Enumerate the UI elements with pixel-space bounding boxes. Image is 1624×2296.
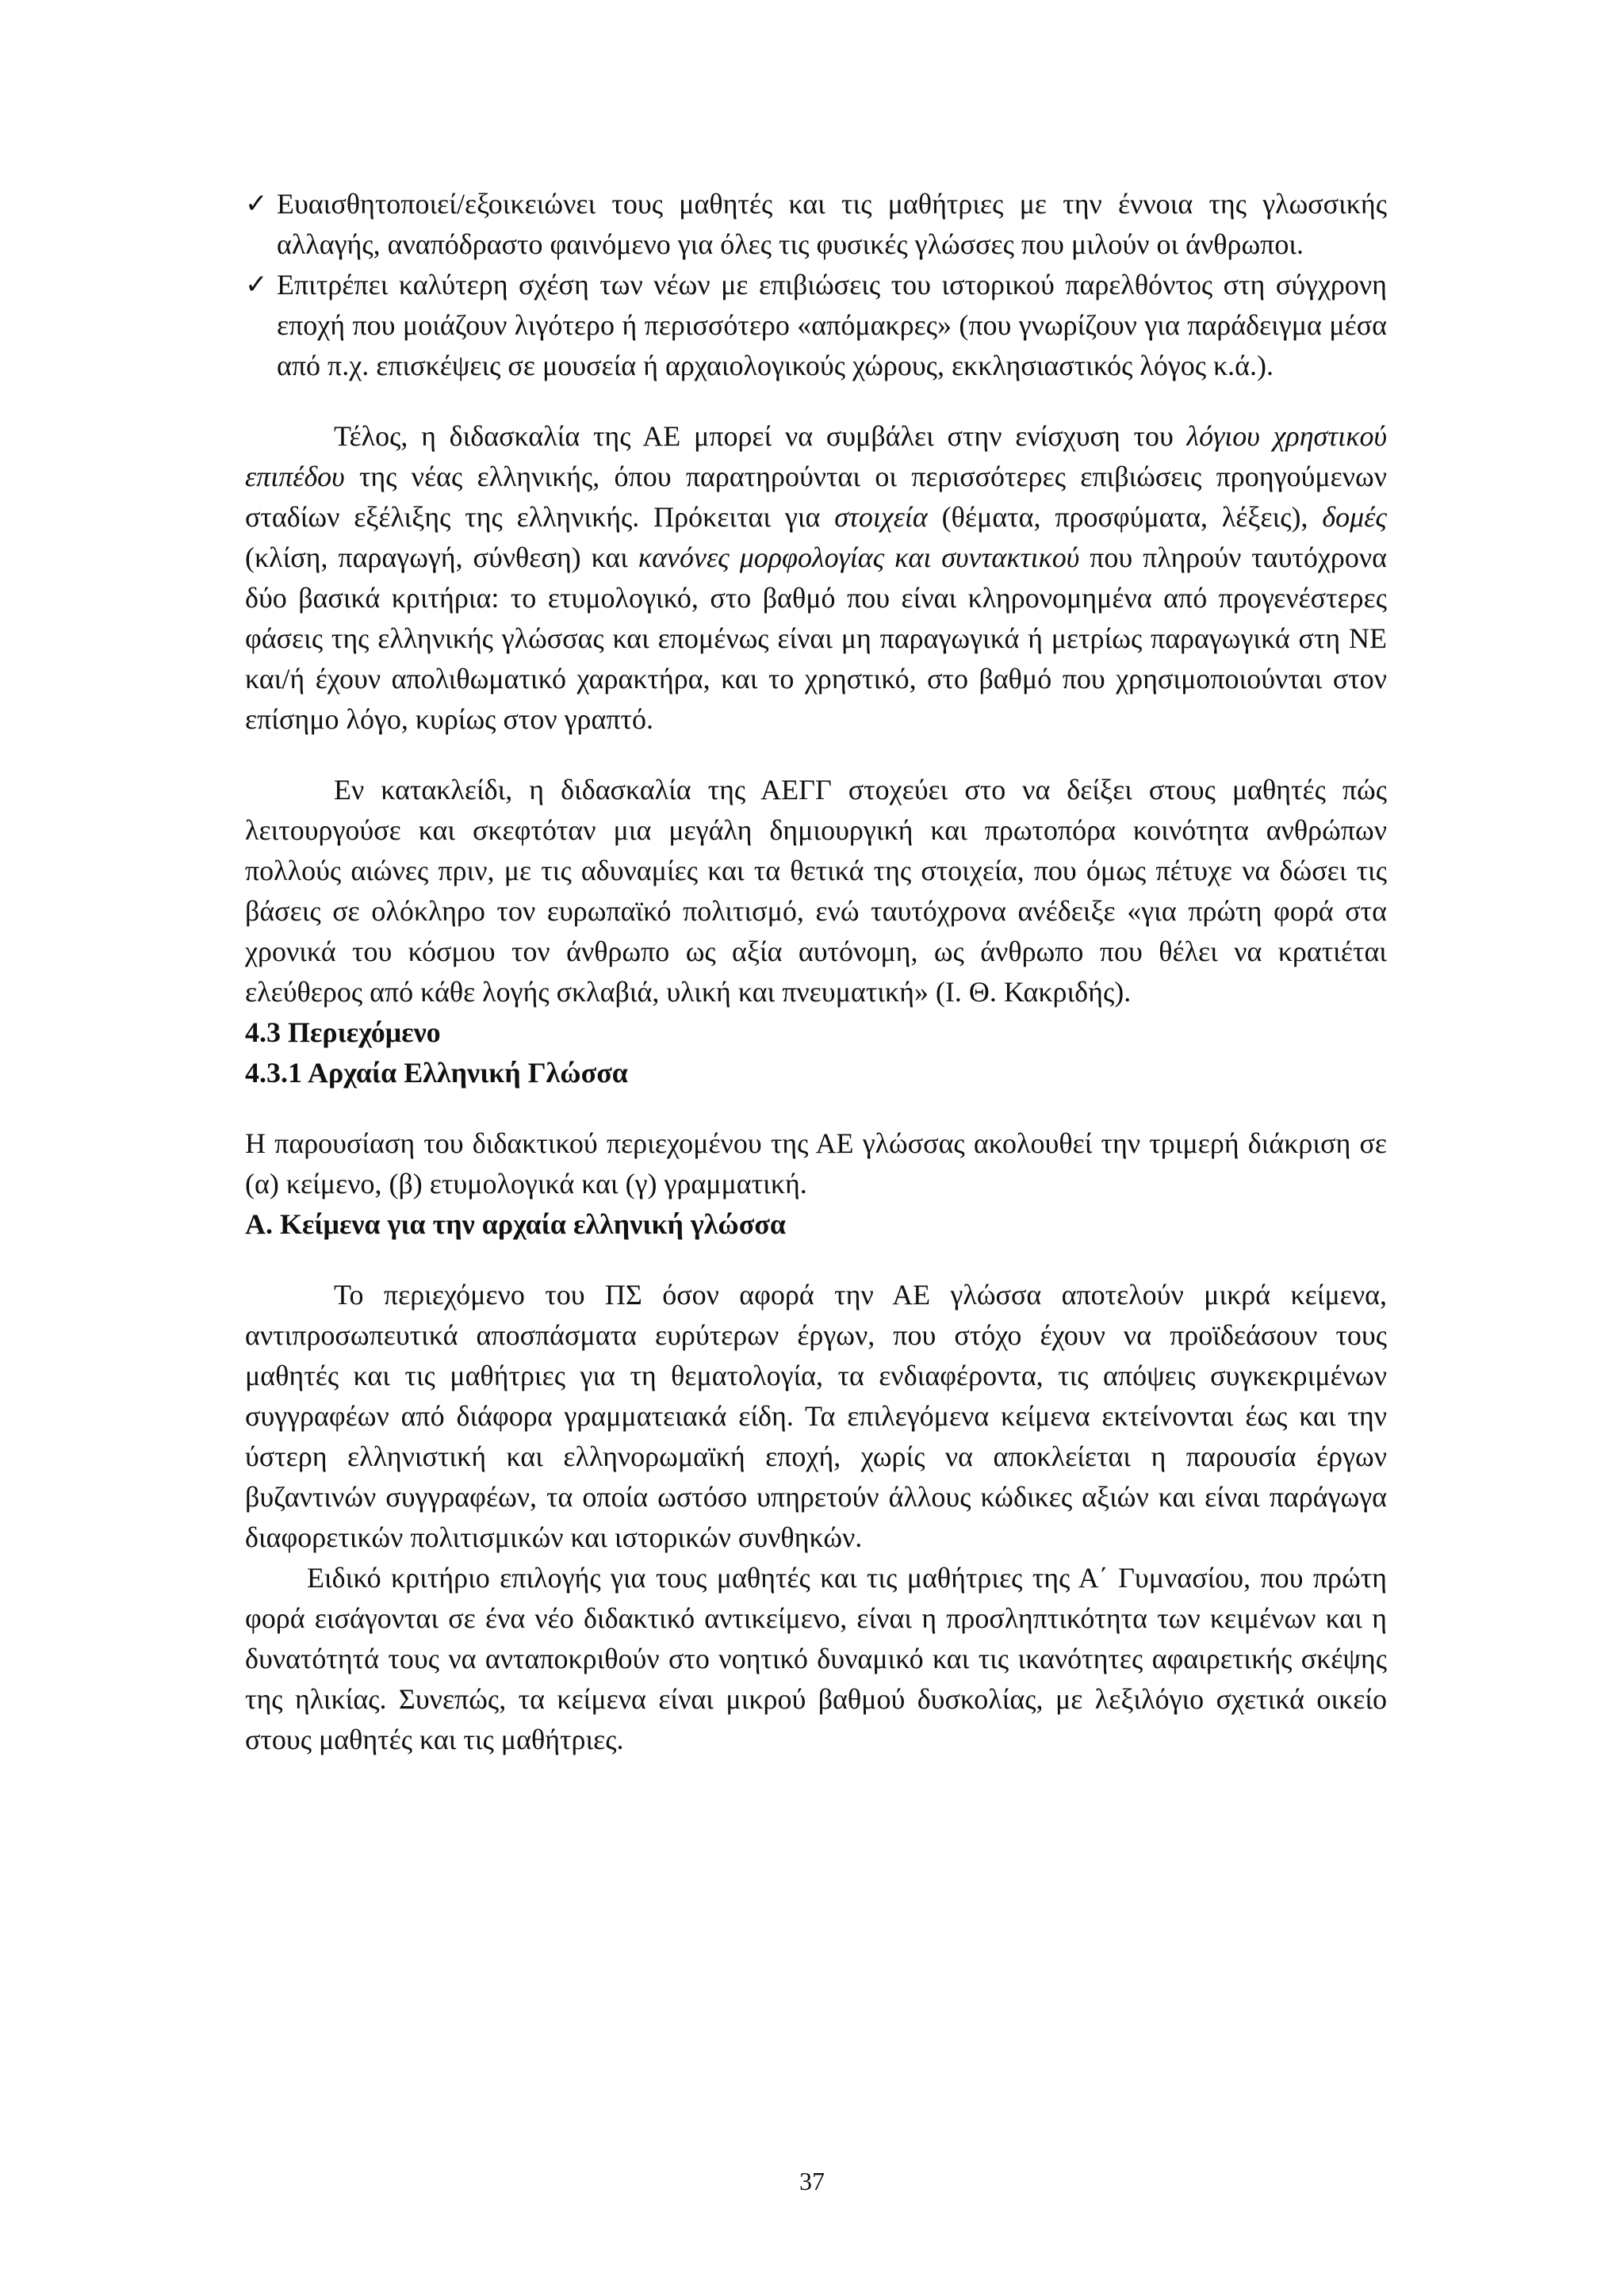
bullet-item — [245, 265, 1387, 386]
subsection-heading: 4.3.1 Αρχαία Ελληνική Γλώσσα — [245, 1057, 628, 1089]
document-page — [245, 184, 1387, 1760]
paragraph-en-katakleidi: Εν κατακλείδι, η διδασκαλία της ΑΕΓΓ στοχεύει στο να δείξει στους μαθητές πώς λειτουργούσε και σκεφτόταν μια μεγάλη δημιουργική και πρωτοπόρα κοινότητα ανθρώπων πολλούς αιώνες πριν, με τις αδυναμίες και τα θετικά της στοιχεία, που όμως πέτυχε να δώσει τις βάσεις σε ολόκληρο τον ευρωπαϊκό πολιτισμό, ενώ ταυτόχρονα ανέδειξε «για πρώτη φορά στα χρονικά του κόσμου τον άνθρωπο ως αξία αυτόνομη, ως άνθρωπο που θέλει να κρατιέται ελεύθερος από κάθε λογής σκλαβιά, υλική και πνευματική» (Ι. Θ. Κακριδής). — [245, 774, 1387, 1008]
bullet-item — [245, 184, 1387, 265]
paragraph-eidiko: Ειδικό κριτήριο επιλογής για τους μαθητές και τις μαθήτριες της Α΄ Γυμνασίου, που πρώτη φορά εισάγονται σε ένα νέο διδακτικό αντικείμενο, είναι η προσληπτικότητα των κειμένων και η δυνατότητά τους να ανταποκριθούν στο νοητικό δυναμικό και τις ικανότητες αφαιρετικής σκέψης της ηλικίας. Συνεπώς, τα κείμενα είναι μικρού βαθμού δυσκολίας, με λεξιλόγιο σχετικά οικείο στους μαθητές και τις μαθήτριες. — [245, 1562, 1387, 1755]
bullet-text: Επιτρέπει καλύτερη σχέση των νέων με επιβιώσεις του ιστορικού παρελθόντος στη σύγχρονη εποχή που μοιάζουν λιγότερο ή περισσότερο «απόμακρες» (που γνωρίζουν για παράδειγμα μέσα από π.χ. επισκέψεις σε μουσεία ή αρχαιολογικούς χώρους, εκκλησιαστικός λόγος κ.ά.). — [277, 269, 1387, 381]
checkmark-icon: ✓ — [245, 269, 268, 300]
paragraph-periexomeno: Το περιεχόμενο του ΠΣ όσον αφορά την ΑΕ γλώσσα αποτελούν μικρά κείμενα, αντιπροσωπευτικά αποσπάσματα ευρύτερων έργων, που στόχο έχουν να προϊδεάσουν τους μαθητές και τις μαθήτριες για τη θεματολογία, τα ενδιαφέροντα, τις απόψεις συγκεκριμένων συγγραφέων από διάφορα γραμματειακά είδη. Τα επιλεγόμενα κείμενα εκτείνονται έως και την ύστερη ελληνιστική και ελληνορωμαϊκή εποχή, χωρίς να αποκλείεται η παρουσία έργων βυζαντινών συγγραφέων, τα οποία ωστόσο υπηρετούν άλλους κώδικες αξιών και είναι παράγωγα διαφορετικών πολιτισμικών και ιστορικών συνθηκών. — [245, 1279, 1387, 1553]
bullet-text: Ευαισθητοποιεί/εξοικειώνει τους μαθητές και τις μαθήτριες με την έννοια της γλωσσικής αλλαγής, αναπόδραστο φαινόμενο για όλες τις φυσικές γλώσσες που μιλούν οι άνθρωποι. — [277, 188, 1387, 260]
checkmark-icon: ✓ — [245, 188, 268, 220]
page-number: 37 — [799, 2167, 825, 2195]
paragraph-parousiasi: Η παρουσίαση του διδακτικού περιεχομένου της ΑΕ γλώσσας ακολουθεί την τριμερή διάκριση σε (α) κείμενο, (β) ετυμολογικά και (γ) γραμματική. — [245, 1127, 1387, 1200]
section-heading: 4.3 Περιεχόμενο — [245, 1016, 441, 1048]
paragraph-telos: Τέλος, η διδασκαλία της ΑΕ μπορεί να συμβάλει στην ενίσχυση του λόγιου χρηστικού επιπέδου της νέας ελληνικής, όπου παρατηρούνται οι περισσότερες επιβιώσεις προηγούμενων σταδίων εξέλιξης της ελληνικής. Πρόκειται για στοιχεία (θέματα, προσφύματα, λέξεις), δομές (κλίση, παραγωγή, σύνθεση) και κανόνες μορφολογίας και συντακτικού που πληρούν ταυτόχρονα δύο βασικά κριτήρια: το ετυμολογικό, στο βαθμό που είναι κληρονομημένα από προγενέστερες φάσεις της ελληνικής γλώσσας και επομένως είναι μη παραγωγικά ή μετρίως παραγωγικά στη ΝΕ και/ή έχουν απολιθωματικό χαρακτήρα, και το χρηστικό, στο βαθμό που χρησιμοποιούνται στον επίσημο λόγο, κυρίως στον γραπτό. — [245, 420, 1387, 735]
heading-a-texts: Α. Κείμενα για την αρχαία ελληνική γλώσσα — [245, 1208, 786, 1240]
